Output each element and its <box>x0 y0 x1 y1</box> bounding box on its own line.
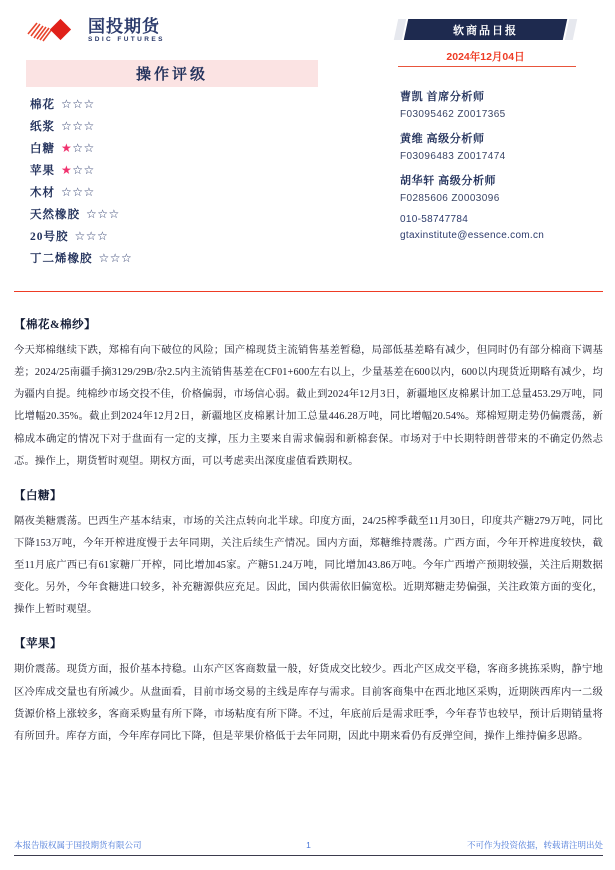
rating-commodity-name: 20号胶 <box>30 231 69 243</box>
star-empty-icon: ☆ <box>97 207 109 221</box>
footer-page-number: 1 <box>306 840 311 850</box>
rating-stars <box>61 120 95 132</box>
report-type-label: 软商品日报 <box>453 24 518 37</box>
star-empty-icon: ☆ <box>83 163 95 177</box>
rating-row <box>30 181 330 203</box>
section-title: 【棉花&棉纱】 <box>14 319 97 331</box>
star-empty-icon: ☆ <box>121 251 133 265</box>
rating-row <box>30 203 330 225</box>
star-filled-icon: ★ <box>61 163 73 177</box>
rating-commodity-name: 木材 <box>30 187 55 199</box>
footer-divider <box>14 855 603 856</box>
star-filled-icon: ★ <box>61 141 73 155</box>
report-header <box>0 0 615 292</box>
rating-stars <box>61 98 95 110</box>
report-type-banner <box>398 19 573 40</box>
section-title: 【白糖】 <box>14 489 62 502</box>
analyst-license-code: F03096483 Z0017474 <box>400 151 506 162</box>
footer-copyright: 本报告版权属于国投期货有限公司 <box>14 840 142 850</box>
rating-commodity-name: 白糖 <box>30 143 55 155</box>
rating-stars <box>75 230 109 242</box>
star-empty-icon: ☆ <box>72 119 84 133</box>
rating-row <box>30 247 330 269</box>
company-name-cn: 国投期货 <box>88 17 160 37</box>
rating-row <box>30 225 330 247</box>
star-empty-icon: ☆ <box>72 185 84 199</box>
report-section <box>14 316 603 473</box>
analyst-license-code: F0285606 Z0003096 <box>400 193 500 204</box>
star-empty-icon: ☆ <box>83 185 95 199</box>
rating-stars <box>61 142 95 154</box>
star-empty-icon: ☆ <box>98 251 110 265</box>
company-name-en: SDIC FUTURES <box>88 36 165 44</box>
rating-stars <box>99 252 133 264</box>
analyst-list <box>400 88 600 241</box>
section-body: 今天郑棉继续下跌，郑棉有向下破位的风险；国产棉现货主流销售基差暂稳，局部低基差略有减少，但同时仍有部分棉商下调基差；2024/25南疆手摘3129/29B/杂2.5内主流销售基差在CF01+600左右以上，少量基差在600以内，600以内现货近期略有减少，均为疆内自提。纯棉纱市场交投不佳，价格偏弱，市场信心弱。截止到2024年12月3日，新疆地区皮棉累计加工总量453.29万吨，同比增幅20.35%。截止到2024年12月2日，新疆地区皮棉累计加工总量446.28万吨，同比增幅20.54%。郑棉短期走势仍偏震荡，新棉成本确定的情况下对于盘面有一定的支撑，压力主要来自需求偏弱和新棉套保。市场对于中长期特朗普带来的不确定仍然忐忑。操作上，期货暂时观望。期权方面，可以考虑卖出深度虚值看跌期权。 <box>14 345 603 467</box>
company-name-block <box>88 18 165 44</box>
analyst-name: 曹凯 首席分析师 <box>400 91 485 103</box>
rating-card-title: 操作评级 <box>26 60 318 87</box>
report-content <box>14 316 603 762</box>
contact-email[interactable]: gtaxinstitute@essence.com.cn <box>400 230 545 241</box>
star-empty-icon: ☆ <box>61 119 73 133</box>
company-logo <box>26 18 165 44</box>
star-empty-icon: ☆ <box>61 97 73 111</box>
star-empty-icon: ☆ <box>72 97 84 111</box>
star-empty-icon: ☆ <box>72 163 84 177</box>
rating-stars <box>86 208 120 220</box>
rating-row <box>30 159 330 181</box>
rating-row <box>30 115 330 137</box>
star-empty-icon: ☆ <box>61 185 73 199</box>
date-underline <box>398 66 576 67</box>
rating-stars <box>61 186 95 198</box>
star-empty-icon: ☆ <box>85 229 98 243</box>
rating-commodity-name: 天然橡胶 <box>30 209 80 221</box>
report-date: 2024年12月04日 <box>446 51 525 63</box>
rating-commodity-name: 棉花 <box>30 99 55 111</box>
analyst-name: 胡华轩 高级分析师 <box>400 175 497 187</box>
star-empty-icon: ☆ <box>83 97 95 111</box>
star-empty-icon: ☆ <box>108 207 120 221</box>
analyst-name: 黄维 高级分析师 <box>400 133 485 145</box>
rating-commodity-name: 纸浆 <box>30 121 55 133</box>
star-empty-icon: ☆ <box>74 229 86 243</box>
footer-disclaimer: 不可作为投资依据，转载请注明出处 <box>466 840 603 850</box>
section-title: 【苹果】 <box>14 638 62 651</box>
rating-row <box>30 137 330 159</box>
rating-stars <box>61 164 95 176</box>
page-footer <box>14 839 603 851</box>
star-empty-icon: ☆ <box>72 141 84 155</box>
star-empty-icon: ☆ <box>97 229 109 243</box>
report-section <box>14 635 603 748</box>
star-empty-icon: ☆ <box>83 119 95 133</box>
section-body: 期价震荡。现货方面，报价基本持稳。山东产区客商数量一般，好货成交比较少。西北产区成交平稳，客商多挑拣采购，静宁地区冷库成交量也有所减少。从盘面看，目前市场交易的主线是库存与需求。目前客商集中在西北地区采购，近期陕西库内一二级货源价格上涨较多，客商采购量有所下降，市场粘度有所下降。不过，年底前后是需求旺季，今年春节也较早，预计后期销量将有所回升。库存方面，今年库存同比下降，但是苹果价格低于去年同期，因此中期来看仍有反弹空间，操作上维持偏多思路。 <box>14 664 603 742</box>
rating-list <box>30 93 330 269</box>
sdic-diamond-logo-icon <box>26 18 82 44</box>
contact-phone: 010-58747784 <box>400 214 469 225</box>
header-divider <box>14 291 603 292</box>
report-section <box>14 487 603 622</box>
analyst-license-code: F03095462 Z0017365 <box>400 109 506 120</box>
rating-row <box>30 93 330 115</box>
section-body: 隔夜美糖震荡。巴西生产基本结束，市场的关注点转向北半球。印度方面，24/25榨季截至11月30日，印度共产糖279万吨，同比下降153万吨，今年开榨进度慢于去年同期，关注后续生产情况。国内方面，郑糖维持震荡。广西方面，今年开榨进度较快，截至11月底广西已有61家糖厂开榨，同比增加45家。产糖51.24万吨，同比增加43.86万吨。今年广西增产预期较强，关注后期数据变化。另外，今年食糖进口较多，补充糖源供应充足。因此，国内供需依旧偏宽松。近期郑糖走势偏强，关注政策方面的变化，操作上暂时观望。 <box>14 515 603 616</box>
rating-commodity-name: 苹果 <box>30 165 55 177</box>
star-empty-icon: ☆ <box>83 141 95 155</box>
star-empty-icon: ☆ <box>109 251 122 265</box>
rating-commodity-name: 丁二烯橡胶 <box>30 253 93 265</box>
star-empty-icon: ☆ <box>86 207 98 221</box>
